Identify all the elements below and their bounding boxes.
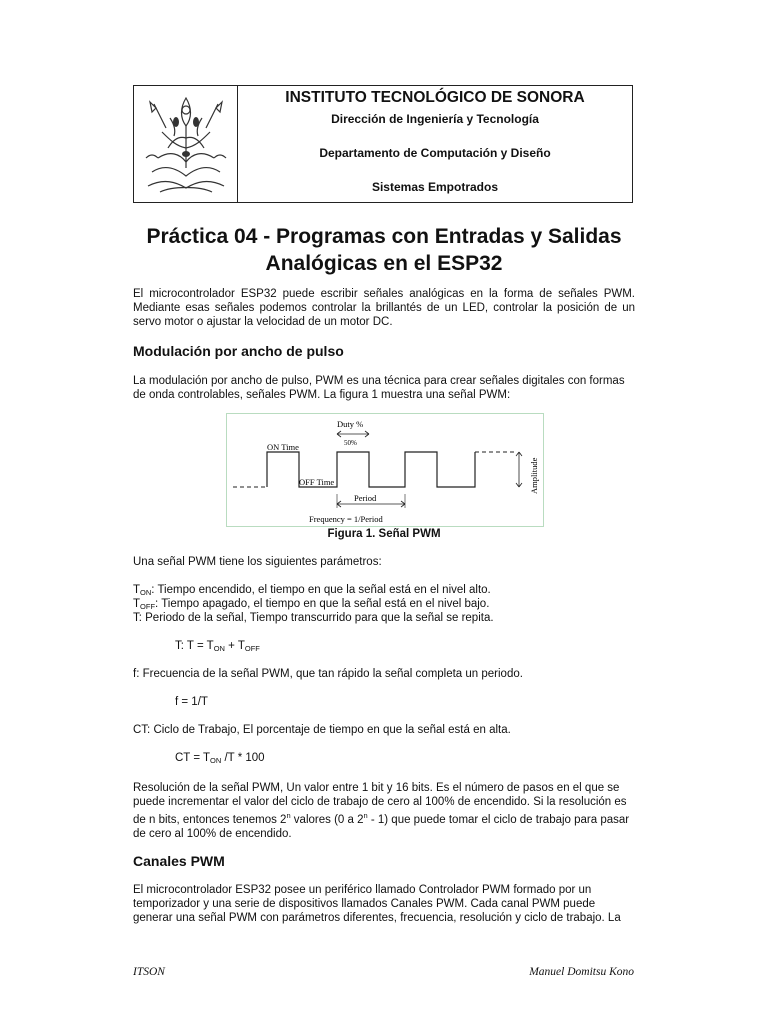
pwm-signal-diagram	[227, 414, 543, 526]
period-label: Period	[354, 493, 377, 503]
header-text	[238, 86, 632, 202]
resolution-paragraph: Resolución de la señal PWM, Un valor entre 1 bit y 16 bits. Es el número de pasos en el que se puede incrementar el valor del ciclo de trabajo de cero al 100% de encendido. Si la resolución es de n bits, entonces tenemos 2$^n$ valores (0 a 2$^n$ - 1) que puede tomar el ciclo de trabajo para pasar de cero al 100% de encendido.	[133, 782, 630, 840]
logo-cell	[134, 86, 238, 202]
amplitude-label: Amplitude	[529, 457, 539, 494]
param-frequency: f: Frecuencia de la señal PWM, que tan rápido la señal completa un periodo.	[133, 668, 523, 680]
page-title	[100, 223, 668, 277]
itson-logo	[140, 88, 232, 200]
fifty-percent-label: 50%	[344, 439, 357, 447]
intro-paragraph: El microcontrolador ESP32 puede escribir señales analógicas en la forma de señales PWM. Mediante esas señales podemos controlar la brillantés de un LED, controlar la posición de un servo motor o ajustar la velocidad de un motor DC.	[133, 288, 635, 328]
on-time-label: ON Time	[267, 442, 299, 452]
param-ton: $T_{ON}$: Tiempo encendido, el tiempo en que la señal está en el nivel alto.	[133, 584, 491, 597]
direction-name: Dirección de Ingeniería y Tecnología	[331, 112, 539, 126]
formula-duty-cycle: CT = $T_{ON}$ /T * 100	[175, 752, 265, 765]
frequency-label: Frequency = 1/Period	[309, 514, 383, 524]
figure-caption: Figura 1. Señal PWM	[327, 528, 441, 540]
subject-name: Sistemas Empotrados	[371, 180, 499, 194]
param-duty-cycle: CT: Ciclo de Trabajo, El porcentaje de tiempo en que la señal está en alta.	[133, 724, 511, 736]
title-line-2: Analógicas en el ESP32	[265, 252, 503, 275]
formula-period: T: $T = T_{ON} + T_{OFF}$	[175, 640, 260, 653]
title-line-1: Práctica 04 - Programas con Entradas y Salidas	[146, 225, 622, 248]
duty-label: Duty %	[337, 419, 364, 429]
footer-right: Manuel Domitsu Kono	[529, 966, 634, 978]
param-toff: $T_{OFF}$: Tiempo apagado, el tiempo en que la señal está en el nivel bajo.	[133, 598, 490, 611]
channels-paragraph: El microcontrolador ESP32 posee un periférico llamado Controlador PWM formado por un temporizador y una serie de dispositivos llamados Canales PWM. Cada canal PWM puede generar una señal PWM con parámetros diferentes, frecuencia, resolución y ciclo de trabajo. La	[133, 884, 621, 924]
section-heading-modulation: Modulación por ancho de pulso	[133, 343, 344, 359]
section-heading-channels: Canales PWM	[133, 853, 225, 869]
off-time-label: OFF Time	[299, 477, 335, 487]
formula-frequency: f = 1/T	[175, 696, 208, 708]
department-name: Departamento de Computación y Diseño	[319, 146, 551, 160]
pwm-figure	[226, 413, 544, 527]
institute-name: INSTITUTO TECNOLÓGICO DE SONORA	[285, 89, 585, 106]
modulation-paragraph: La modulación por ancho de pulso, PWM es una técnica para crear señales digitales con formas de onda controlables, señales PWM. La figura 1 muestra una señal PWM:	[133, 375, 625, 401]
institution-header	[133, 85, 633, 203]
params-intro: Una señal PWM tiene los siguientes parámetros:	[133, 556, 382, 568]
footer-left: ITSON	[133, 966, 165, 978]
param-period: T: Periodo de la señal, Tiempo transcurrido para que la señal se repita.	[133, 612, 494, 624]
